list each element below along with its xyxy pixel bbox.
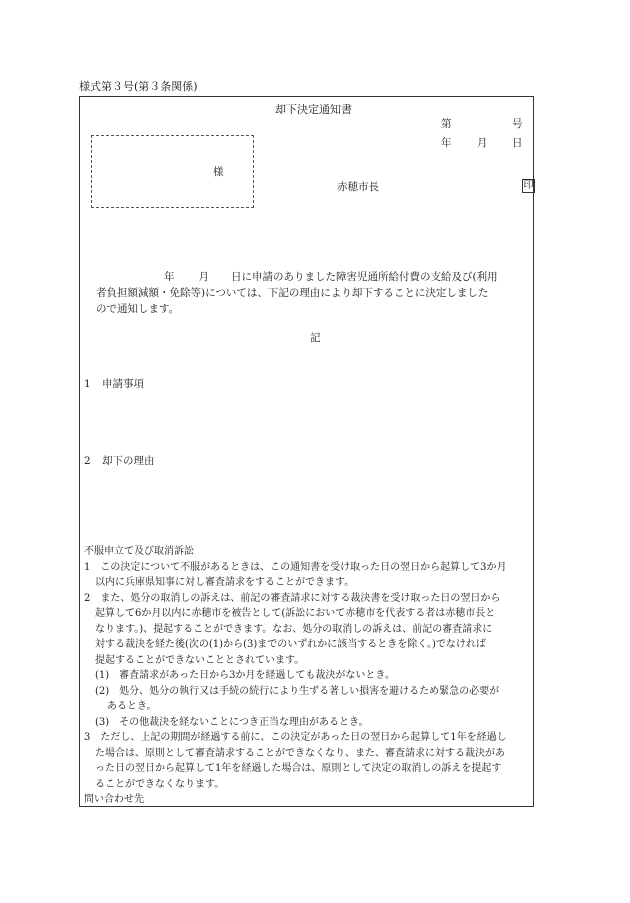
date-day-label: 日	[512, 137, 523, 149]
date-month-label: 月	[477, 137, 488, 149]
appeal-line: た場合は、原則として審査請求することができなくなり、また、審査請求に対する裁決があ	[95, 747, 505, 759]
appeal-line: 1 この決定について不服があるときは、この通知書を受け取った日の翌日から起算して3か月	[84, 561, 507, 573]
item-label: 却下の理由	[102, 455, 155, 467]
item-reason	[84, 455, 155, 468]
form-number: 様式第３号(第３条関係)	[79, 80, 198, 93]
issuer-name: 赤穂市長	[337, 181, 379, 193]
body-line-2: 者負担額減額・免除等)については、下記の理由により却下することに決定しました	[96, 287, 489, 299]
date-year-label: 年	[441, 137, 452, 149]
body-year: 年	[164, 271, 175, 283]
contact-label: 問い合わせ先	[84, 794, 144, 805]
appeal-line: 対する裁決を経た後(次の(1)から(3)までのいずれかに該当するときを除く。)でなければ	[95, 639, 486, 650]
item-number: 1	[84, 378, 91, 390]
body-month: 月	[198, 271, 209, 283]
appeal-line: なります。)、提起することができます。なお、処分の取消しの訴えは、前記の審査請求に	[95, 623, 493, 635]
number-prefix: 第	[441, 118, 452, 130]
seal-stamp: 印	[523, 180, 534, 191]
body-text	[96, 269, 526, 317]
recipient-suffix: 様	[213, 166, 224, 178]
appeal-line: (1) 審査請求があった日から3か月を経過しても裁決がないとき。	[95, 670, 396, 681]
body-line-1	[96, 269, 526, 285]
document-title: 却下決定通知書	[275, 103, 352, 116]
appeal-line: 2 また、処分の取消しの訴えは、前記の審査請求に対する裁決書を受け取った日の翌日から	[84, 592, 501, 604]
appeal-line: (3) その他裁決を経ないことにつき正当な理由があるとき。	[95, 716, 369, 728]
ki-heading: 記	[310, 332, 321, 344]
item-label: 申請事項	[102, 378, 144, 390]
appeal-line: ることができなくなります。	[95, 778, 225, 790]
appeal-heading: 不服申立て及び取消訴訟	[84, 546, 194, 557]
body-line-3: ので通知します。	[96, 303, 180, 315]
body-line1-tail: 日に申請のありました障害児通所給付費の支給及び(利用	[231, 271, 498, 283]
appeal-line: 以内に兵庫県知事に対し審査請求をすることができます。	[95, 577, 355, 588]
number-suffix: 号	[512, 118, 523, 130]
appeal-line: 3 ただし、上記の期間が経過する前に、この決定があった日の翌日から起算して1年を経過し	[84, 732, 507, 743]
appeal-line: 提起することができないこととされています。	[95, 654, 305, 666]
appeal-section	[84, 544, 528, 808]
appeal-line: (2) 処分、処分の執行又は手続の続行により生ずる著しい損害を避けるため緊急の必要が	[95, 685, 500, 697]
appeal-line: あるとき。	[107, 701, 157, 712]
recipient-address-box	[91, 135, 254, 208]
item-application	[84, 378, 144, 391]
appeal-line: った日の翌日から起算して1年を経過した場合は、原則として決定の取消しの訴えを提起す	[95, 763, 502, 774]
item-number: 2	[84, 455, 91, 467]
appeal-line: 起算して6か月以内に赤穂市を被告として(訴訟において赤穂市を代表する者は赤穂市長と	[95, 608, 496, 619]
